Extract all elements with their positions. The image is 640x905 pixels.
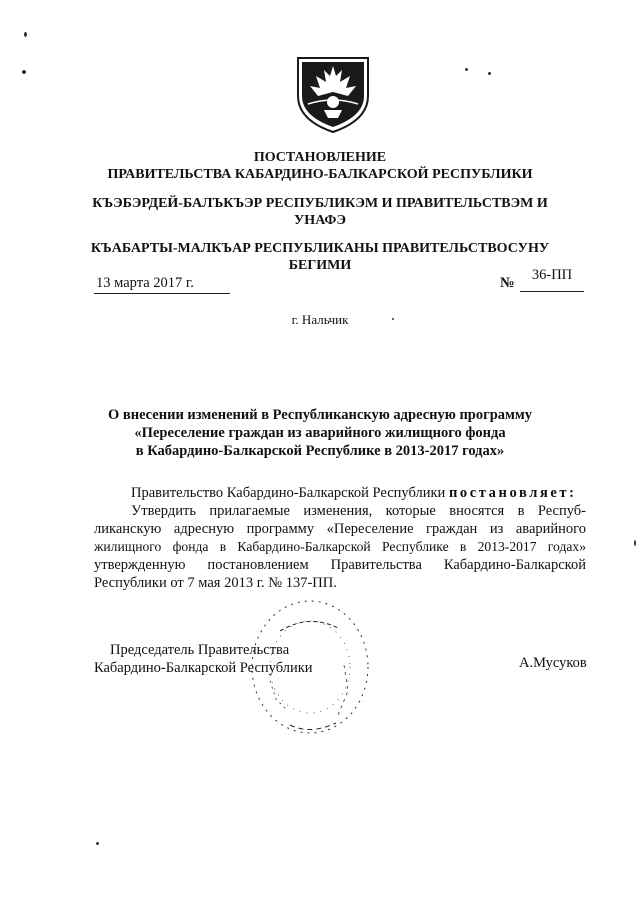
issuing-body-kbd-line2: УНАФЭ bbox=[294, 213, 346, 228]
issuing-body-krc-line1: КЪАБАРТЫ-МАЛКЪАР РЕСПУБЛИКАНЫ ПРАВИТЕЛЬСТВОСУНУ bbox=[90, 241, 550, 256]
body-lead bbox=[131, 484, 577, 502]
coat-of-arms-emblem bbox=[294, 52, 372, 134]
signatory-name: А.Мусуков bbox=[519, 655, 587, 671]
scan-speck bbox=[22, 70, 26, 74]
resolution-title-line3: в Кабардино-Балкарской Республике в 2013-2017 годах» bbox=[135, 443, 505, 459]
scan-speck bbox=[465, 68, 468, 71]
signatory-title-line2: Кабардино-Балкарской Республики bbox=[94, 660, 313, 676]
scan-speck bbox=[96, 842, 99, 845]
body-line-3: жилищного фонда в Кабардино-Балкарской Республике в 2013-2017 годах» bbox=[94, 539, 586, 554]
document-number: 36-ПП bbox=[531, 267, 573, 283]
body-lead-verb: постановляет: bbox=[448, 485, 577, 501]
resolution-title-line2: «Переселение граждан из аварийного жилищного фонда bbox=[134, 425, 506, 441]
scan-speck bbox=[634, 540, 636, 546]
document-date: 13 марта 2017 г. bbox=[96, 275, 194, 291]
number-label: № bbox=[500, 275, 515, 291]
body-line-5: Республики от 7 мая 2013 г. № 137-ПП. bbox=[94, 575, 337, 591]
issuing-body-ru: ПРАВИТЕЛЬСТВА КАБАРДИНО-БАЛКАРСКОЙ РЕСПУБЛИКИ bbox=[107, 167, 533, 182]
body-line-2: ликанскую адресную программу «Переселение граждан из аварийного bbox=[94, 521, 586, 537]
document-type: ПОСТАНОВЛЕНИЕ bbox=[253, 150, 387, 165]
scan-speck bbox=[488, 72, 491, 75]
body-lead-text: Правительство Кабардино-Балкарской Республики bbox=[131, 485, 446, 501]
city: г. Нальчик bbox=[291, 312, 349, 327]
signatory-title-line1: Председатель Правительства bbox=[110, 642, 290, 658]
body-line-1: Утвердить прилагаемые изменения, которые вносятся в Респуб- bbox=[131, 503, 586, 519]
document-number-field bbox=[520, 266, 584, 292]
document-date-field bbox=[94, 274, 230, 294]
issuing-body-kbd-line1: КЪЭБЭРДЕЙ-БАЛЪКЪЭР РЕСПУБЛИКЭМ И ПРАВИТЕЛЬСТВЭМ И bbox=[92, 196, 548, 211]
scan-speck bbox=[24, 32, 27, 37]
issuing-body-krc-line2: БЕГИМИ bbox=[288, 258, 352, 273]
resolution-title-line1: О внесении изменений в Республиканскую адресную программу bbox=[107, 407, 533, 423]
body-line-4: утвержденную постановлением Правительства Кабардино-Балкарской bbox=[94, 557, 586, 573]
